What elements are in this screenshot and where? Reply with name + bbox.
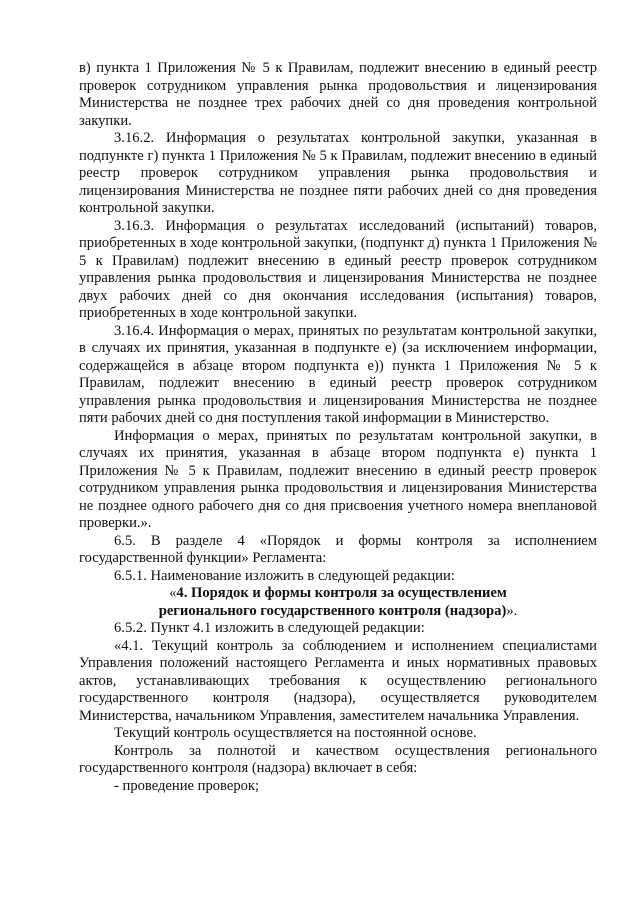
heading-title-1: 4. Порядок и формы контроля за осуществлением — [176, 585, 507, 601]
paragraph-1: в) пункта 1 Приложения № 5 к Правилам, подлежит внесению в единый реестр проверок сотрудником управления рынка продовольствия и лицензирования Министерства не позднее трех рабочих дней со дня проведения контрольной закупки. — [79, 60, 597, 129]
section-heading-line-2 — [79, 603, 597, 621]
paragraph-6-5-1: 6.5.1. Наименование изложить в следующей редакции: — [114, 567, 455, 584]
heading-close: ». — [506, 602, 518, 619]
paragraph-6-5-2: 6.5.2. Пункт 4.1 изложить в следующей редакции: — [114, 620, 425, 636]
list-item-inspections: - проведение проверок; — [114, 777, 260, 794]
paragraph-3-16-2: 3.16.2. Информация о результатах контрольной закупки, указанная в подпункте г) пункта 1 Приложения № 5 к Правилам, подлежит внесению в единый реестр проверок сотрудником управления рынка продовольствия и лицензирования Министерства не позднее пяти рабочих дней со дня проведения контрольной закупки. — [79, 130, 597, 216]
paragraph-measures-info: Информация о мерах, принятых по результатам контрольной закупки, в случаях их принятия, указанная в абзаце втором подпункта е) пункта 1 Приложения № 5 к Правилам, подлежит внесению в единый реестр проверок сотрудником управления рынка продовольствия и лицензирования Министерства не позднее одного рабочего дня со дня присвоения учетного номера внеплановой проверки.». — [79, 427, 597, 531]
paragraph-3-16-4: 3.16.4. Информация о мерах, принятых по результатам контрольной закупки, в случаях их принятия, указанная в подпункте е) (за исключением информации, содержащейся в абзаце втором подпункта е)) пункта 1 Приложения № 5 к Правилам, подлежит внесению в единый реестр проверок сотрудником управления рынка продовольствия и лицензирования Министерства не позднее пяти рабочих дней со дня поступления такой информации в Министерство. — [79, 322, 597, 426]
paragraph-control-quality: Контроль за полнотой и качеством осуществления регионального государственного контроля (надзора) включает в себя: — [79, 742, 597, 776]
paragraph-4-1: «4.1. Текущий контроль за соблюдением и исполнением специалистами Управления положений настоящего Регламента и иных нормативных правовых актов, устанавливающих требования к осуществлению регионального государственного контроля (надзора), осуществляется руководителем Министерства, начальником Управления, заместителем начальника Управления. — [79, 637, 597, 724]
heading-title-2: регионального государственного контроля (надзора) — [158, 602, 507, 619]
paragraph-6-5: 6.5. В разделе 4 «Порядок и формы контроля за исполнением государственной функции» Регламента: — [79, 532, 597, 566]
paragraph-current-control: Текущий контроль осуществляется на постоянной основе. — [114, 725, 477, 741]
paragraph-3-16-3: 3.16.3. Информация о результатах исследований (испытаний) товаров, приобретенных в ходе контрольной закупки, (подпункт д) пункта 1 Приложения № 5 к Правилам) подлежит внесению в единый реестр проверок сотрудником управления рынка продовольствия и лицензирования Министерства не позднее двух рабочих дней со дня окончания исследования (испытания) товаров, приобретенных в ходе контрольной закупки. — [79, 217, 598, 321]
heading-open-quote: « — [169, 585, 177, 601]
section-heading-line-1 — [79, 585, 597, 603]
document-page — [79, 60, 597, 795]
